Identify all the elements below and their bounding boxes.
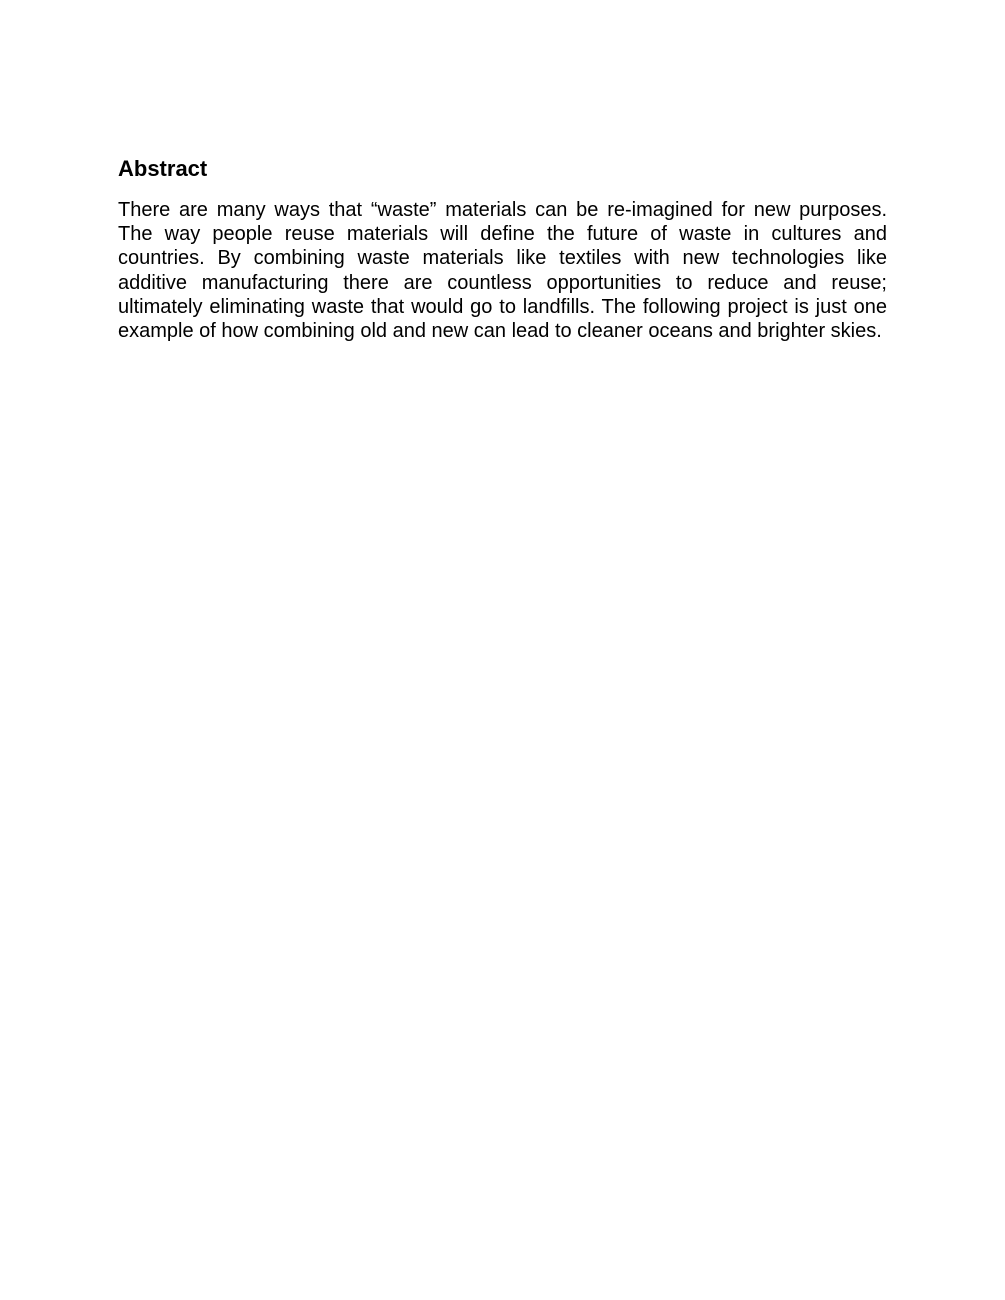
abstract-heading: Abstract bbox=[118, 156, 208, 181]
abstract-section bbox=[118, 154, 887, 343]
abstract-paragraph: There are many ways that “waste” materials can be re-imagined for new purposes. The way people reuse materials will define the future of waste in cultures and countries. By combining waste materials like textiles with new technologies like additive manufacturing there are countless opportunities to reduce and reuse; ultimately eliminating waste that would go to landfills. The following project is just one example of how combining old and new can lead to cleaner oceans and brighter skies. bbox=[118, 199, 887, 343]
